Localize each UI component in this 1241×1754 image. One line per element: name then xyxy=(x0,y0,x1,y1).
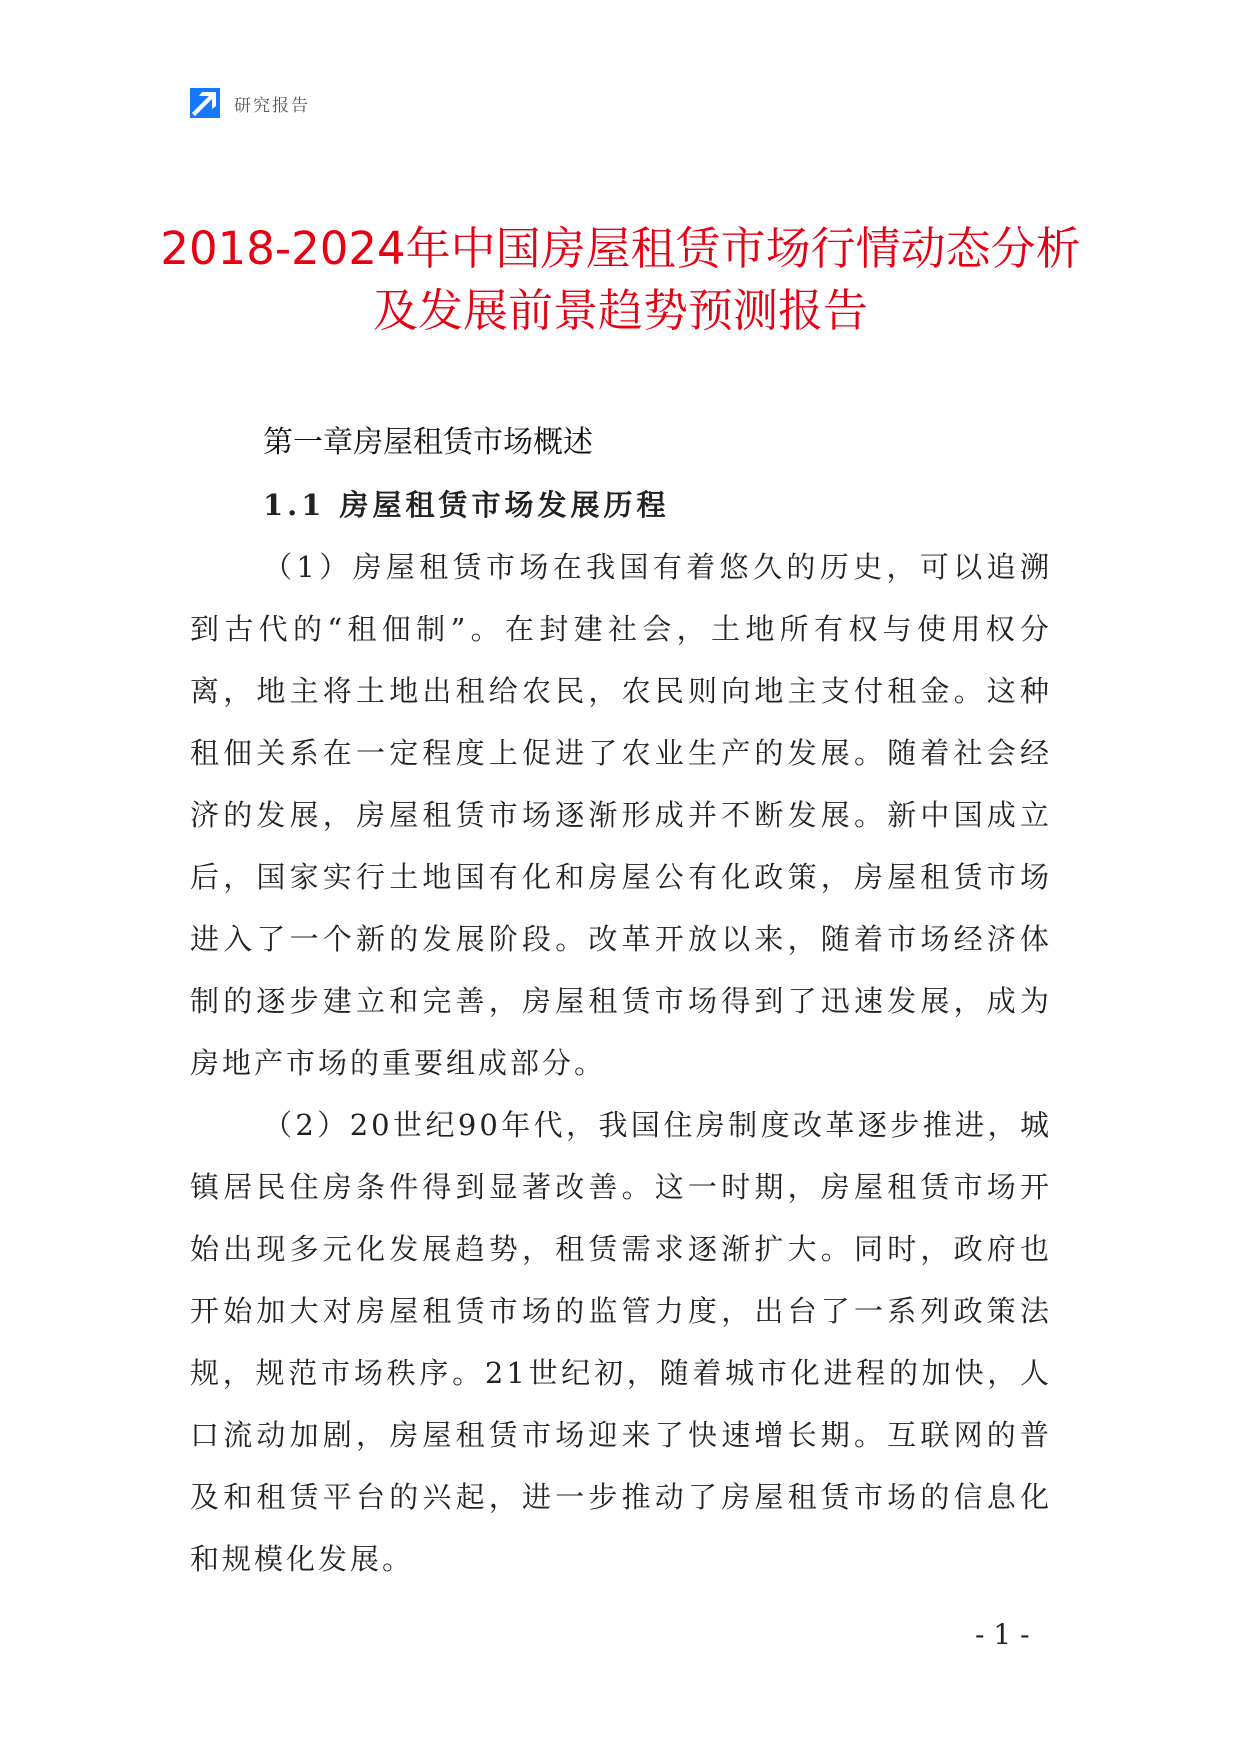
header-label: 研究报告 xyxy=(234,95,310,116)
section-heading: 1.1 房屋租赁市场发展历程 xyxy=(263,488,670,522)
chapter-heading: 第一章房屋租赁市场概述 xyxy=(263,425,593,460)
page-number: - 1 - xyxy=(975,1618,1030,1651)
arrow-logo-icon xyxy=(190,88,220,118)
paragraph-1: （1）房屋租赁市场在我国有着悠久的历史，可以追溯到古代的“租佃制”。在封建社会，土地所有权与使用权分离，地主将土地出租给农民，农民则向地主支付租金。这种租佃关系在一定程度上促进了农业生产的发展。随着社会经济的发展，房屋租赁市场逐渐形成并不断发展。新中国成立后，国家实行土地国有化和房屋公有化政策，房屋租赁市场进入了一个新的发展阶段。改革开放以来，随着市场经济体制的逐步建立和完善，房屋租赁市场得到了迅速发展，成为房地产市场的重要组成部分。 xyxy=(190,550,1052,1080)
report-title: 2018-2024年中国房屋租赁市场行情动态分析及发展前景趋势预测报告 xyxy=(160,222,1081,337)
report-header xyxy=(190,88,310,118)
report-body xyxy=(190,412,1052,1590)
paragraph-2: （2）20世纪90年代，我国住房制度改革逐步推进，城镇居民住房条件得到显著改善。这一时期，房屋租赁市场开始出现多元化发展趋势，租赁需求逐渐扩大。同时，政府也开始加大对房屋租赁市场的监管力度，出台了一系列政策法规，规范市场秩序。21世纪初，随着城市化进程的加快，人口流动加剧，房屋租赁市场迎来了快速增长期。互联网的普及和租赁平台的兴起，进一步推动了房屋租赁市场的信息化和规模化发展。 xyxy=(190,1108,1052,1576)
